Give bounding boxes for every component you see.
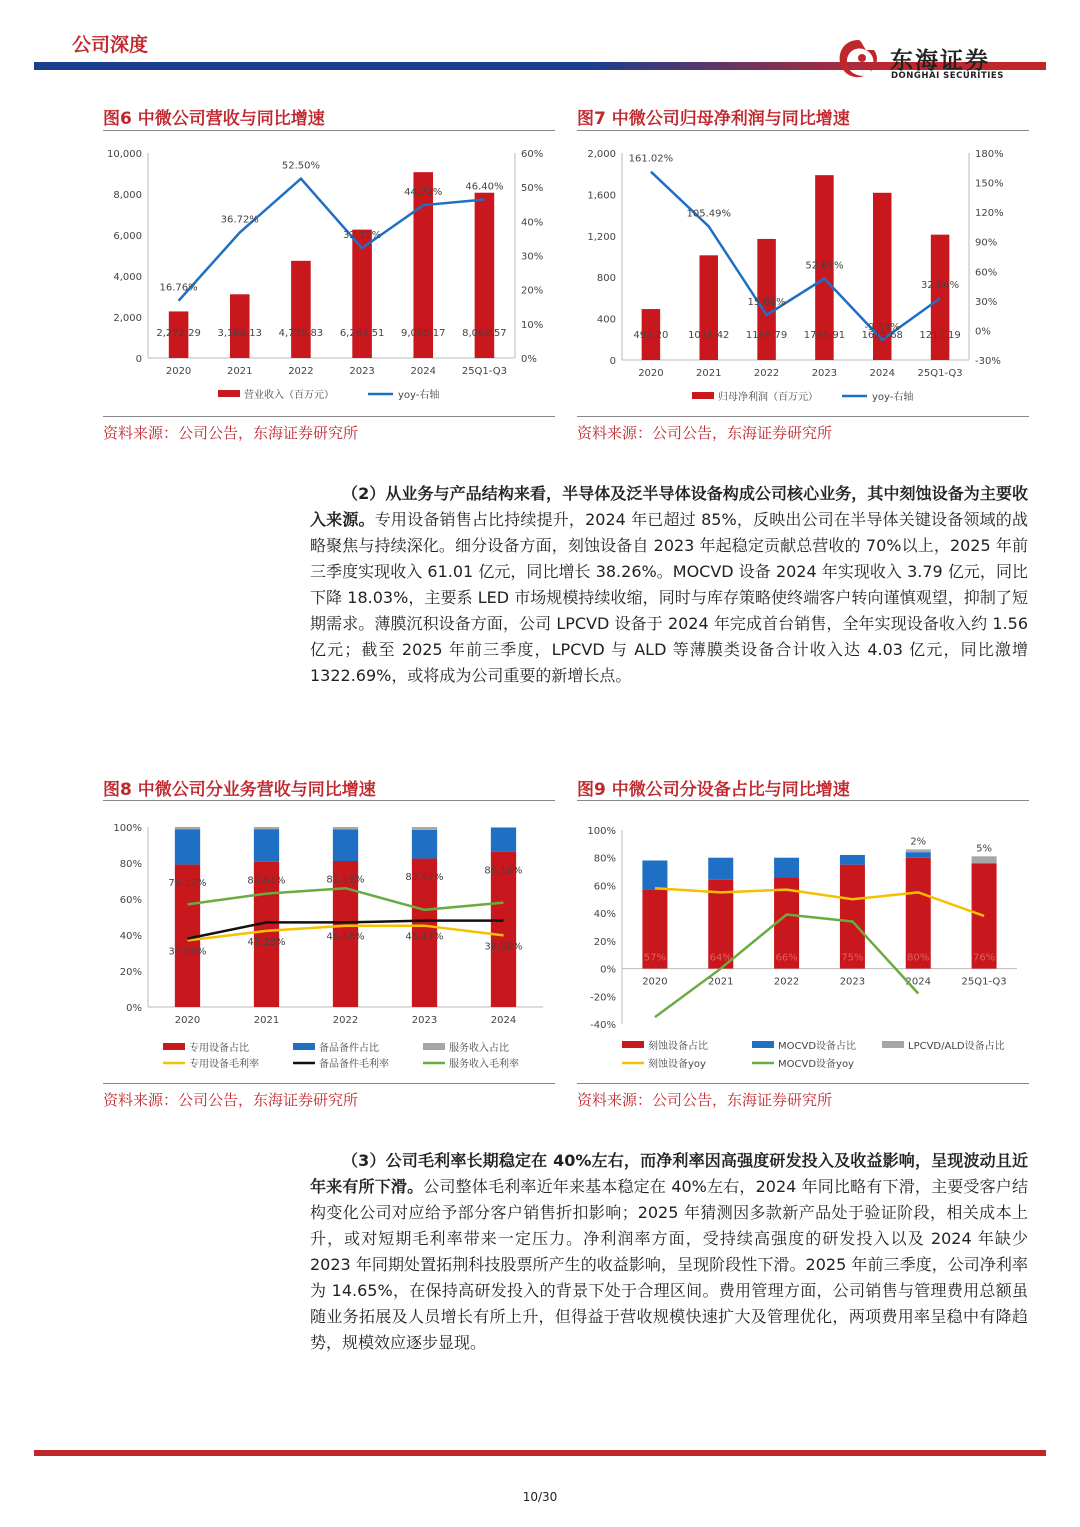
- fig6-chart: [103, 140, 555, 412]
- etch-share-label: 75%: [841, 952, 864, 964]
- fig9-title: 图9 中微公司分设备占比与同比增速: [577, 780, 850, 800]
- stacked-bar-segment: [774, 858, 799, 877]
- etch-share-label: 80%: [907, 952, 930, 964]
- header-section-label: 公司深度: [72, 34, 149, 56]
- right-tick-label: 0%: [521, 354, 537, 365]
- stacked-bar-segment: [642, 860, 667, 889]
- yoy-data-label: 32.15%: [343, 230, 382, 242]
- legend-label: MOCVD设备占比: [778, 1041, 857, 1052]
- x-tick-label: 2022: [773, 976, 800, 988]
- yoy-data-label: 52.67%: [805, 260, 844, 272]
- legend-swatch: [752, 1041, 774, 1048]
- stacked-bar-segment: [906, 849, 931, 852]
- left-tick-label: 1,200: [587, 231, 616, 243]
- x-tick-label: 25Q1-Q3: [961, 976, 1007, 988]
- yoy-data-label: 36.72%: [220, 214, 259, 226]
- page-number: 10/30: [522, 1490, 558, 1504]
- bar: [699, 255, 718, 360]
- right-tick-label: 20%: [521, 285, 544, 297]
- left-tick-label: 80%: [593, 853, 616, 865]
- x-tick-label: 2024: [490, 1015, 517, 1026]
- bar-data-label: 9,065.17: [400, 328, 446, 339]
- legend-label: 刻蚀设备yoy: [648, 1059, 706, 1070]
- left-tick-label: 0: [135, 354, 142, 365]
- left-tick-label: -20%: [590, 992, 616, 1004]
- yoy-data-label: 52.50%: [281, 160, 320, 172]
- yoy-data-label: 44.73%: [404, 187, 443, 199]
- x-tick-label: 25Q1-Q3: [461, 366, 508, 377]
- left-tick-label: 400: [596, 314, 616, 326]
- share-data-label: 79.12%: [168, 878, 207, 890]
- x-tick-label: 2020: [165, 366, 192, 377]
- left-tick-label: 10,000: [107, 149, 142, 160]
- fig8-bottom-rule: [103, 1083, 555, 1084]
- margin-data-label: 39.80%: [484, 941, 523, 953]
- left-tick-label: 60%: [593, 881, 616, 893]
- x-tick-label: 2023: [349, 366, 375, 377]
- x-tick-label: 25Q1-Q3: [917, 368, 963, 379]
- paragraph-2-body: 专用设备销售占比持续提升，2024 年已超过 85%，反映出公司在半导体关键设备领域的战略聚焦与持续深化。细分设备方面，刻蚀设备自 2023 年起稳定贡献总营收的 70%以上，2025 年前三季度实现收入 61.01 亿元，同比增长 38.26%。MOCVD 设备 2024 年实现收入 3.79 亿元，同比下降 18.03%，主要系 LED 市场规模持续收缩，同时与库存策略使终端客户转向谨慎观望，抑制了短期需求。薄膜沉积设备方面，公司 LPCVD 设备于 2024 年完成首台销售，全年实现设备收入约 1.56 亿元；截至 2025 年前三季度，LPCVD 与 ALD 等薄膜类设备合计收入达 4.03 亿元，同比激增 1322.69%，或将成为公司重要的新增长点。: [310, 510, 1028, 685]
- right-tick-label: 60%: [975, 267, 998, 279]
- left-tick-label: 60%: [119, 895, 142, 906]
- bar-data-label: 1169.79: [745, 330, 788, 341]
- legend-swatch: [882, 1041, 904, 1048]
- lpcvd-share-label: 2%: [910, 836, 927, 848]
- legend-label: 备品备件毛利率: [319, 1059, 389, 1070]
- x-tick-label: 2022: [288, 366, 314, 377]
- logo-name: 东海证券: [890, 48, 990, 74]
- fig9-title-rule: [577, 800, 1029, 801]
- fig7-title: 图7 中微公司归母净利润与同比增速: [577, 109, 850, 129]
- yoy-data-label: 32.66%: [921, 280, 960, 292]
- share-data-label: 82.47%: [405, 872, 444, 884]
- fig7-title-rule: [577, 130, 1029, 131]
- left-tick-label: 8,000: [113, 190, 142, 201]
- left-tick-label: 2,000: [587, 149, 616, 160]
- stacked-bar-segment: [491, 828, 516, 852]
- margin-data-label: 37.00%: [168, 946, 207, 958]
- bar-data-label: 2,272.29: [156, 328, 201, 339]
- margin-data-label: 42.28%: [247, 936, 286, 948]
- dragon-logo-icon: [832, 34, 886, 84]
- fig6-source: 资料来源：公司公告，东海证券研究所: [103, 424, 359, 442]
- left-tick-label: 40%: [593, 909, 616, 921]
- left-tick-label: 20%: [593, 936, 616, 948]
- fig9-source: 资料来源：公司公告，东海证券研究所: [577, 1091, 833, 1109]
- left-tick-label: 0%: [126, 1003, 142, 1014]
- stacked-bar-segment: [175, 829, 200, 864]
- legend-swatch: [423, 1043, 445, 1050]
- legend-line-label: yoy-右轴: [872, 392, 914, 403]
- x-tick-label: 2021: [708, 976, 734, 988]
- stacked-bar-segment: [254, 829, 279, 862]
- footer-rule: [34, 1450, 1046, 1456]
- margin-data-label: 45.17%: [405, 931, 444, 943]
- paragraph-2-lead: （2）从业务与产品结构来看，半导体及泛半导体设备构成公司核心业务，其中刻蚀设备为主要收入来源。: [310, 484, 1028, 529]
- bar-data-label: 8,062.57: [462, 328, 507, 339]
- left-tick-label: 4,000: [113, 272, 142, 283]
- right-tick-label: 60%: [521, 149, 544, 160]
- left-tick-label: 1,600: [587, 190, 616, 202]
- x-tick-label: 2021: [227, 366, 253, 377]
- bar-data-label: 6,263.51: [339, 328, 385, 339]
- legend-label: LPCVD/ALD设备占比: [908, 1041, 1005, 1052]
- share-data-label: 81.11%: [326, 874, 365, 886]
- stacked-bar-segment: [906, 852, 931, 858]
- bar: [931, 235, 950, 360]
- legend-swatch: [622, 1041, 644, 1048]
- fig9-bottom-rule: [577, 1083, 1029, 1084]
- bar-data-label: 1011.42: [688, 330, 730, 341]
- legend-label: 备品备件占比: [319, 1043, 379, 1054]
- yoy-data-label: 16.76%: [159, 282, 198, 294]
- stacked-bar-segment: [254, 827, 279, 829]
- bar-data-label: 1785.91: [803, 330, 846, 341]
- fig8-title-rule: [103, 800, 555, 801]
- right-tick-label: 120%: [975, 208, 1004, 220]
- left-tick-label: 800: [596, 273, 616, 285]
- fig9-chart: [577, 810, 1029, 1080]
- legend-label: MOCVD设备yoy: [778, 1059, 854, 1070]
- right-tick-label: 0%: [975, 326, 991, 338]
- stacked-bar-segment: [491, 827, 516, 828]
- right-tick-label: 50%: [521, 183, 544, 195]
- share-data-label: 86.16%: [484, 865, 523, 877]
- left-tick-label: 2,000: [113, 313, 142, 324]
- left-tick-label: 100%: [587, 826, 616, 837]
- x-tick-label: 2023: [411, 1015, 438, 1026]
- legend-line-label: yoy-右轴: [398, 390, 440, 401]
- x-tick-label: 2021: [696, 368, 722, 379]
- lpcvd-share-label: 5%: [976, 843, 993, 855]
- left-tick-label: -40%: [590, 1020, 616, 1031]
- stacked-bar-segment: [412, 827, 437, 830]
- paragraph-business-structure: [310, 481, 1028, 689]
- bar-data-label: 492.20: [633, 330, 669, 341]
- fig8-chart: [103, 810, 555, 1080]
- yoy-data-label: -9.53%: [864, 321, 900, 333]
- fig7-bottom-rule: [577, 416, 1029, 417]
- etch-share-label: 66%: [775, 952, 798, 964]
- stacked-bar-segment: [972, 856, 997, 863]
- left-tick-label: 40%: [119, 931, 142, 942]
- margin-data-label: 45.16%: [326, 931, 365, 943]
- left-tick-label: 0: [609, 356, 616, 367]
- stacked-bar-segment: [840, 855, 865, 865]
- x-tick-label: 2020: [642, 976, 668, 988]
- left-tick-label: 100%: [113, 823, 142, 834]
- etch-share-label: 57%: [643, 952, 667, 964]
- x-tick-label: 2021: [253, 1015, 280, 1026]
- fig6-title-rule: [103, 130, 555, 131]
- etch-yoy-line: [655, 888, 984, 916]
- fig7-chart: [577, 140, 1029, 412]
- right-tick-label: 30%: [521, 251, 544, 263]
- legend-label: 服务收入毛利率: [449, 1059, 519, 1070]
- paragraph-margin-analysis: [310, 1148, 1028, 1356]
- fig7-source: 资料来源：公司公告，东海证券研究所: [577, 424, 833, 442]
- right-tick-label: -30%: [975, 356, 1001, 367]
- stacked-bar-segment: [708, 858, 733, 880]
- stacked-bar-segment: [175, 827, 200, 830]
- logo-english-name: DONGHAI SECURITIES: [891, 71, 1004, 81]
- paragraph-3-lead: （3）公司毛利率长期稳定在 40%左右，而净利率因高强度研发投入及收益影响，呈现波动且近年来有所下滑。: [310, 1151, 1028, 1196]
- stacked-bar-segment: [333, 829, 358, 861]
- yoy-line: [651, 172, 940, 340]
- stacked-bar-segment: [333, 827, 358, 829]
- right-tick-label: 10%: [521, 319, 544, 331]
- x-tick-label: 2020: [638, 368, 664, 379]
- x-tick-label: 2023: [839, 976, 866, 988]
- right-tick-label: 40%: [521, 217, 544, 229]
- bar-data-label: 4,739.83: [278, 328, 324, 339]
- bar-data-label: 1615.68: [861, 330, 903, 341]
- right-tick-label: 30%: [975, 296, 998, 308]
- legend-bar-swatch: [692, 392, 714, 399]
- legend-swatch: [293, 1043, 315, 1050]
- right-tick-label: 180%: [975, 149, 1004, 160]
- fig8-source: 资料来源：公司公告，东海证券研究所: [103, 1091, 359, 1109]
- etch-share-label: 64%: [709, 952, 732, 964]
- share-data-label: 80.61%: [247, 875, 286, 887]
- legend-label: 服务收入占比: [449, 1043, 509, 1054]
- legend-bar-label: 营业收入（百万元）: [244, 390, 334, 401]
- right-tick-label: 90%: [975, 237, 998, 249]
- legend-label: 刻蚀设备占比: [648, 1041, 708, 1052]
- x-tick-label: 2023: [811, 368, 838, 379]
- bar: [291, 261, 311, 358]
- x-tick-label: 2024: [410, 366, 436, 377]
- fig6-bottom-rule: [103, 416, 555, 417]
- etch-share-label: 76%: [972, 952, 996, 964]
- yoy-data-label: 15.66%: [747, 296, 786, 308]
- bar-data-label: 3,108.13: [217, 328, 263, 339]
- bar: [230, 294, 250, 358]
- legend-bar-label: 归母净利润（百万元）: [718, 392, 818, 403]
- left-tick-label: 20%: [119, 967, 142, 978]
- right-tick-label: 150%: [975, 178, 1004, 190]
- legend-swatch: [163, 1043, 185, 1050]
- x-tick-label: 2024: [905, 976, 931, 988]
- legend-bar-swatch: [218, 390, 240, 397]
- fig8-title: 图8 中微公司分业务营收与同比增速: [103, 780, 376, 800]
- yoy-data-label: 46.40%: [465, 181, 504, 193]
- yoy-data-label: 161.02%: [628, 153, 674, 165]
- fig6-title: 图6 中微公司营收与同比增速: [103, 109, 325, 129]
- x-tick-label: 2022: [753, 368, 780, 379]
- x-tick-label: 2024: [869, 368, 895, 379]
- stacked-bar-segment: [412, 830, 437, 859]
- left-tick-label: 0%: [600, 964, 616, 976]
- x-tick-label: 2020: [174, 1015, 201, 1026]
- x-tick-label: 2022: [332, 1015, 359, 1026]
- paragraph-3-body: 公司整体毛利率近年来基本稳定在 40%左右，2024 年同比略有下滑，主要受客户结构变化公司对应给予部分客户销售折扣影响；2025 年猜测因多款新产品处于验证阶段，相关成本上升，或对短期毛利率带来一定压力。净利润率方面，受持续高强度的研发投入以及 2024 年缺少 2023 年同期处置拓荆科技股票所产生的收益影响，呈现阶段性下滑。2025 年前三季度，公司净利率为 14.65%，在保持高研发投入的背景下处于合理区间。费用管理方面，公司销售与管理费用总额虽随业务拓展及人员增长有所上升，但得益于营收规模快速扩大及管理优化，两项费用率呈稳中有降趋势，规模效应逐步显现。: [310, 1177, 1028, 1352]
- yoy-data-label: 105.49%: [686, 208, 731, 220]
- legend-label: 专用设备占比: [189, 1043, 249, 1054]
- bar-data-label: 1211.19: [919, 330, 961, 341]
- left-tick-label: 6,000: [113, 231, 142, 242]
- left-tick-label: 80%: [119, 859, 142, 870]
- legend-label: 专用设备毛利率: [189, 1059, 259, 1070]
